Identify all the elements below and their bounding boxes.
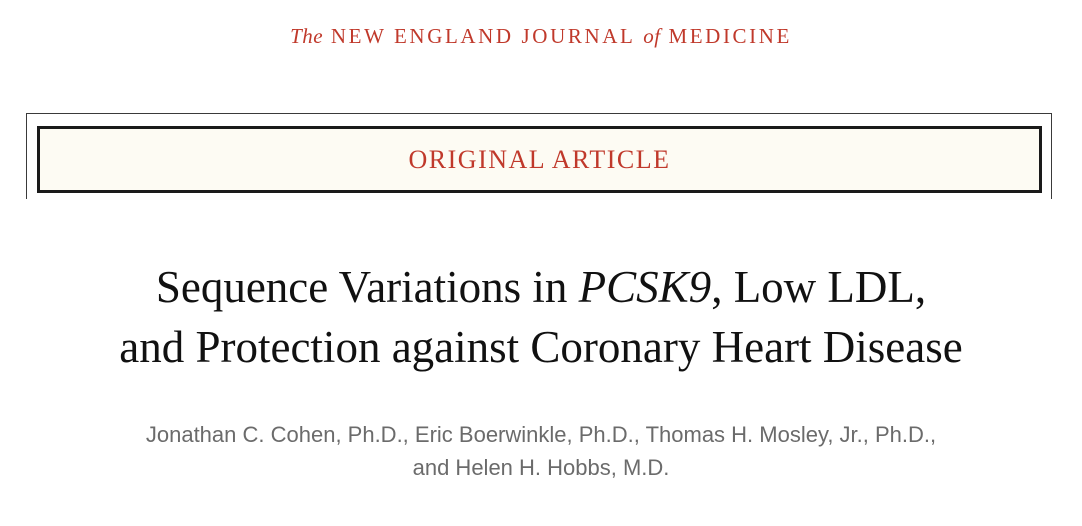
article-title: [0, 257, 1082, 377]
article-type-banner: [37, 126, 1042, 193]
journal-prefix: The: [290, 24, 324, 48]
title-gene-name: PCSK9: [578, 262, 712, 312]
journal-connector: of: [643, 24, 661, 48]
author-list: [0, 418, 1082, 484]
journal-masthead: [0, 24, 1082, 49]
journal-name-part1: NEW ENGLAND JOURNAL: [330, 24, 636, 48]
article-type-label: ORIGINAL ARTICLE: [408, 144, 671, 174]
title-line-1-post: , Low LDL,: [711, 262, 927, 312]
title-line-1-pre: Sequence Variations in: [155, 262, 579, 312]
authors-line-1: Jonathan C. Cohen, Ph.D., Eric Boerwinkle, Ph.D., Thomas H. Mosley, Jr., Ph.D.,: [145, 422, 937, 447]
title-line-1: [0, 257, 1082, 317]
journal-name-part2: MEDICINE: [668, 24, 792, 48]
title-line-2: and Protection against Coronary Heart Disease: [119, 322, 963, 372]
authors-line-2: and Helen H. Hobbs, M.D.: [412, 455, 670, 480]
